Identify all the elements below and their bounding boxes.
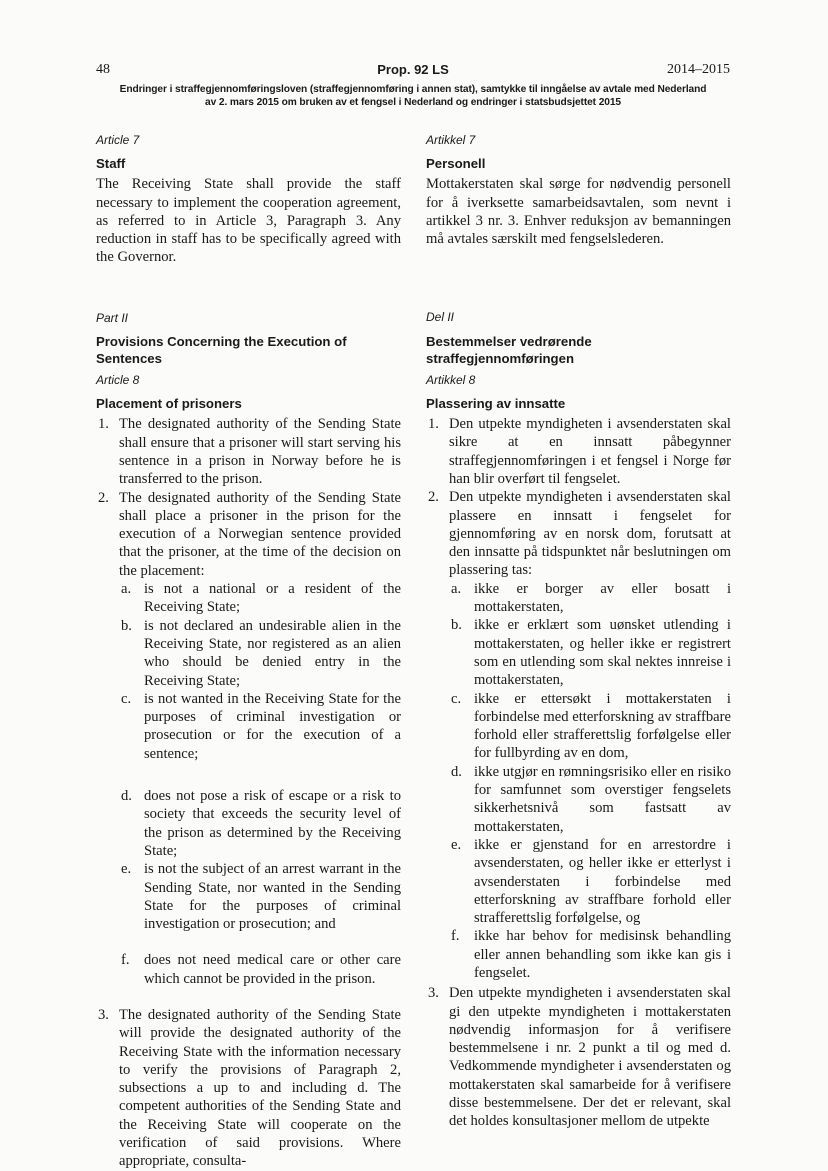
list-item (426, 488, 731, 982)
item-text: The designated authority of the Sending State will provide the designated authority of the Receiving State with the information necessary to verify the provisions of Paragraph 2, subsections a up to and including d. The competent authorities of the Sending State and the Receiving State will cooperate on the verification of said provisions. Where appropriate, consulta- (119, 1006, 401, 1170)
sub-list (449, 580, 731, 983)
list-item (426, 415, 731, 488)
item-number: 1. (98, 416, 109, 433)
sub-letter: e. (451, 836, 462, 853)
sub-text: ikke utgjør en rømningsrisiko eller en risiko for samfunnet som overstiger fengselets sikkerhetsnivå som fastsatt av mottakerstaten, (474, 763, 731, 835)
sub-item (449, 836, 731, 927)
article-7-heading: Staff (96, 156, 126, 172)
item-text: Den utpekte myndigheten i avsenderstaten skal sikre at en innsatt påbegynner straffegjennomføringen i et fengsel i Norge før han blir overført til fengselet. (449, 416, 731, 487)
page-number: 48 (96, 62, 110, 77)
norwegian-column (426, 131, 731, 1131)
sub-letter: c. (451, 690, 462, 707)
english-column (96, 131, 401, 1171)
sub-item (449, 763, 731, 836)
sub-letter: f. (121, 952, 130, 969)
sub-item (119, 787, 401, 860)
sub-item (119, 860, 401, 933)
part-label: Part II (96, 310, 129, 325)
sub-item (119, 580, 401, 617)
sub-text: is not wanted in the Receiving State for the purposes of criminal investigation or prosecution or for the execution of a sentence; (144, 690, 401, 762)
article-8-list (426, 415, 731, 1131)
sub-item (449, 690, 731, 763)
sub-text: is not declared an undesirable alien in the Receiving State, nor registered as an alien who should be denied entry in the Receiving State; (144, 617, 401, 689)
sub-letter: e. (121, 861, 132, 878)
document-subtitle (96, 83, 730, 109)
item-text: Den utpekte myndigheten i avsenderstaten skal gi den utpekte myndigheten i mottakerstaten nødvendig informasjon for å verifisere bestemmelsene i nr. 2 punkt a til og med d. Vedkommende myndigheter i avsenderstaten og mottakerstaten skal samarbeide for å verifisere disse bestemmelsene. Der det er relevant, skal det holdes konsultasjoner mellom de utpekte (449, 985, 731, 1130)
list-item (96, 415, 401, 488)
article-7-text: Mottakerstaten skal sørge for nødvendig personell for å iverksette samarbeidsavtalen, som nevnt i artikkel 3 nr. 3. Enhver reduksjon av bemanningen må avtales særskilt med fengselslederen. (426, 176, 731, 248)
sub-text: does not pose a risk of escape or a risk to society that exceeds the security level of the prison as determined by the Receiving State; (144, 788, 401, 859)
sub-text: ikke er borger av eller bosatt i mottakerstaten, (474, 580, 731, 616)
article-7-heading: Personell (426, 156, 486, 172)
list-item (96, 489, 401, 988)
sub-text: is not the subject of an arrest warrant in the Sending State, nor wanted in the Sending State for the purposes of criminal investigation or prosecution; and (144, 861, 401, 933)
sub-letter: a. (451, 580, 462, 597)
article-8-heading: Plassering av innsatte (426, 396, 566, 412)
item-text: The designated authority of the Sending State shall ensure that a prisoner will start serving his sentence in a prison in Norway before he is transferred to the prison. (119, 416, 401, 488)
sub-letter: d. (451, 763, 462, 780)
sub-text: does not need medical care or other care which cannot be provided in the prison. (144, 952, 401, 987)
session-year: 2014–2015 (667, 62, 730, 77)
sub-letter: b. (121, 617, 132, 634)
page-header (96, 62, 730, 109)
article-8-label: Article 8 (96, 373, 140, 388)
document-id: Prop. 92 LS (377, 62, 449, 77)
article-7-label: Article 7 (96, 133, 140, 147)
article-8-list (96, 415, 401, 1170)
sub-text: ikke er ettersøkt i mottakerstaten i forbindelse med etterforskning av straffbare forhold eller strafferettslig forfølgelse eller for fullbyrding av en dom, (474, 690, 731, 762)
sub-letter: d. (121, 788, 132, 805)
list-item (426, 984, 731, 1130)
subtitle-line-2: av 2. mars 2015 om bruken av et fengsel i Nederland og endringer i statsbudsjettet 2015 (205, 97, 621, 108)
sub-item (449, 927, 731, 982)
part-heading: Provisions Concerning the Execution of Sentences (96, 334, 347, 367)
sub-text: ikke har behov for medisinsk behandling eller annen behandling som ikke kan gis i fengselet. (474, 928, 731, 981)
item-text: Den utpekte myndigheten i avsenderstaten skal plassere en innsatt i fengselet for gjennomføring av en norsk dom, forutsatt at den innsatte på tidspunktet når beslutningen om plassering tas: (449, 489, 731, 579)
sub-letter: b. (451, 617, 462, 634)
sub-text: is not a national or a resident of the Receiving State; (144, 581, 401, 616)
list-item (96, 1006, 401, 1171)
subtitle-line-1: Endringer i straffegjennomføringsloven (straffegjennomføring i annen stat), samtykke til inngåelse av avtale med Nederland (119, 84, 707, 95)
sub-item (449, 616, 731, 689)
item-text: The designated authority of the Sending State shall place a prisoner in the prison for the execution of a Norwegian sentence provided that the prisoner, at the time of the decision on the placement: (119, 489, 401, 579)
sub-item (119, 690, 401, 763)
sub-item (119, 951, 401, 988)
item-number: 2. (98, 489, 109, 506)
sub-text: ikke er gjenstand for en arrestordre i avsenderstaten, og heller ikke er etterlyst i avsenderstaten i forbindelse med etterforskning av straffbare forhold eller strafferettslig forfølgelse, og (474, 836, 731, 927)
item-number: 3. (428, 985, 439, 1002)
item-number: 2. (428, 489, 439, 506)
article-8-heading: Placement of prisoners (96, 396, 242, 412)
article-7-text: The Receiving State shall provide the staff necessary to implement the cooperation agreement, as referred to in Article 3, Paragraph 3. Any reduction in staff has to be specifically agreed with the Governor. (96, 176, 401, 266)
sub-item (449, 580, 731, 617)
sub-item (119, 617, 401, 690)
sub-letter: a. (121, 581, 132, 598)
item-number: 1. (428, 416, 439, 433)
sub-letter: f. (451, 928, 460, 945)
item-number: 3. (98, 1006, 109, 1023)
sub-text: ikke er erklært som uønsket utlending i mottakerstaten, og heller ikke er registrert som en utlending som skal nektes innreise i mottakerstaten, (474, 617, 731, 689)
sub-letter: c. (121, 690, 132, 707)
article-8-label: Artikkel 8 (426, 372, 476, 387)
part-heading: Bestemmelser vedrørende straffegjennomføringen (426, 333, 592, 366)
part-label: Del II (426, 310, 455, 325)
sub-list (119, 580, 401, 988)
article-7-label: Artikkel 7 (426, 133, 476, 147)
